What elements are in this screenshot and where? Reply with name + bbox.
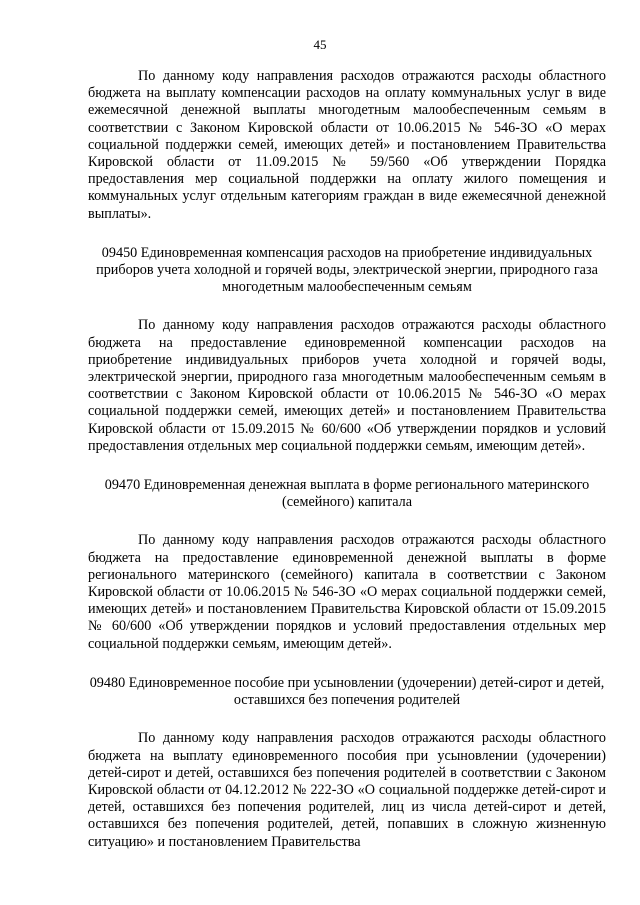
paragraph-maternity-capital: По данному коду направления расходов отражаются расходы областного бюджета на предоставление единовременной денежной выплаты в форме регионального материнского (семейного) капитала в соответствии с Законом Кировской области от 10.06.2015 № 546-ЗО «О мерах социальной поддержки семей, имеющих детей» и постановлением Правительства Кировской области от 15.09.2015 № 60/600 «Об утверждении порядков и условий предоставления отдельных мер социальной поддержки семьям, имеющим детей». — [88, 532, 606, 652]
spacer — [88, 709, 606, 730]
paragraph-heating-compensation: По данному коду направления расходов отражаются расходы областного бюджета на выплату компенсации расходов на оплату коммунальных услуг в виде ежемесячной денежной выплаты многодетным малообеспеченным семьям в соответствии с Законом Кировской области от 10.06.2015 № 546-ЗО «О мерах социальной поддержки семей, имеющих детей» и постановлением Правительства Кировской области от 11.09.2015 № 59/560 «Об утверждении Порядка предоставления мер социальной поддержки на оплату жилого помещения и коммунальных услуг отдельным категориям граждан в виде ежемесячной денежной выплаты». — [88, 68, 606, 222]
spacer — [88, 653, 606, 675]
spacer — [88, 223, 606, 245]
section-heading-09450: 09450 Единовременная компенсация расходов на приобретение индивидуальных приборов учета холодной и горячей воды, электрической энергии, природного газа многодетным малообеспеченным семьям — [96, 244, 598, 296]
paragraph-adoption-allowance: По данному коду направления расходов отражаются расходы областного бюджета на выплату единовременного пособия при усыновлении (удочерении) детей-сирот и детей, оставшихся без попечения родителей в соответствии с Законом Кировской области от 04.12.2012 № 222-ЗО «О социальной поддержке детей-сирот и детей, оставшихся без попечения родителей, лиц из числа детей-сирот и детей, оставшихся без попечения родителей, детей, попавших в сложную жизненную ситуацию» и постановлением Правительства — [88, 730, 606, 850]
spacer — [88, 455, 606, 477]
spacer — [88, 296, 606, 317]
page-content — [88, 68, 606, 851]
section-heading-09480: 09480 Единовременное пособие при усыновлении (удочерении) детей-сирот и детей, оставшихся без попечения родителей — [89, 674, 605, 709]
paragraph-meters-compensation: По данному коду направления расходов отражаются расходы областного бюджета на предоставление единовременной компенсации расходов на приобретение индивидуальных приборов учета холодной и горячей воды, электрической энергии, природного газа многодетным малообеспеченным семьям в соответствии с Законом Кировской области от 10.06.2015 № 546-ЗО «О мерах социальной поддержки семей, имеющих детей» и постановлением Правительства Кировской области от 15.09.2015 № 60/600 «Об утверждении порядков и условий предоставления отдельных мер социальной поддержки семьям, имеющим детей». — [88, 317, 606, 454]
page-number: 45 — [313, 37, 327, 52]
spacer — [88, 511, 606, 532]
section-heading-09470: 09470 Единовременная денежная выплата в форме регионального материнского (семейного) капитала — [104, 477, 590, 511]
